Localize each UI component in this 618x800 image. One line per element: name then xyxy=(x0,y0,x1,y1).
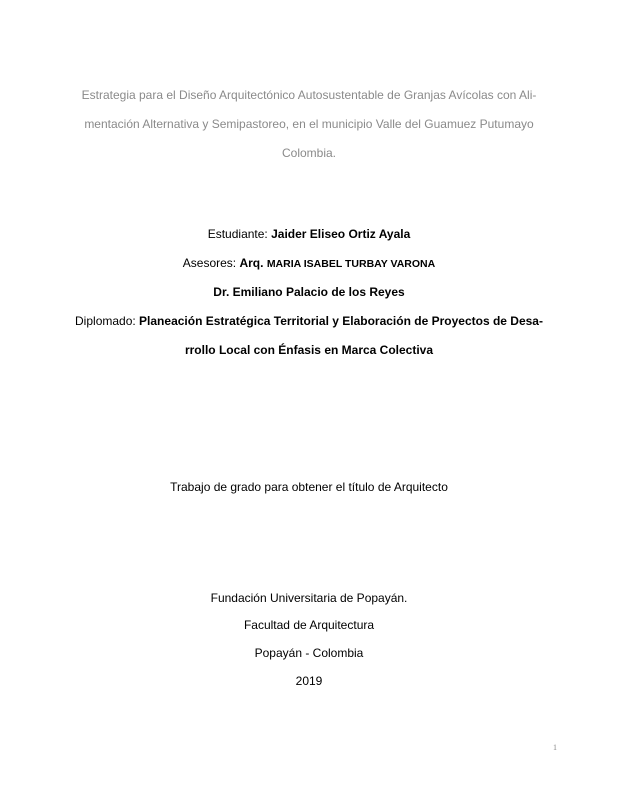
city-country: Popayán - Colombia xyxy=(254,646,364,660)
page-number: 1 xyxy=(553,743,557,752)
title-line-2: mentación Alternativa y Semipastoreo, en el municipio Valle del Guamuez Putumayo xyxy=(84,117,534,131)
faculty-name: Facultad de Arquitectura xyxy=(243,618,375,632)
advisor-prefix: Arq. xyxy=(239,256,267,270)
title-line-3: Colombia. xyxy=(281,146,337,160)
diploma-label: Diplomado: xyxy=(75,314,140,328)
advisors-label: Asesores: xyxy=(182,256,240,270)
advisor-name-1: MARIA ISABEL TURBAY VARONA xyxy=(266,258,436,270)
student-label: Estudiante: xyxy=(207,227,272,241)
diploma-line-1 xyxy=(0,313,618,329)
year: 2019 xyxy=(295,674,323,688)
degree-text: Trabajo de grado para obtener el título de Arquitecto xyxy=(170,480,448,494)
university-name: Fundación Universitaria de Popayán. xyxy=(210,591,408,605)
diploma-title-part-1: Planeación Estratégica Territorial y Elaboración de Proyectos de Desa- xyxy=(139,314,543,328)
diploma-title-part-2: rrollo Local con Énfasis en Marca Colectiva xyxy=(184,343,434,357)
advisors-line xyxy=(0,255,618,272)
advisor-name-2: Dr. Emiliano Palacio de los Reyes xyxy=(213,285,405,299)
title-line-1: Estrategia para el Diseño Arquitectónico Autosustentable de Granjas Avícolas con Ali- xyxy=(81,88,537,102)
student-name: Jaider Eliseo Ortiz Ayala xyxy=(271,227,411,241)
student-line xyxy=(0,226,618,242)
